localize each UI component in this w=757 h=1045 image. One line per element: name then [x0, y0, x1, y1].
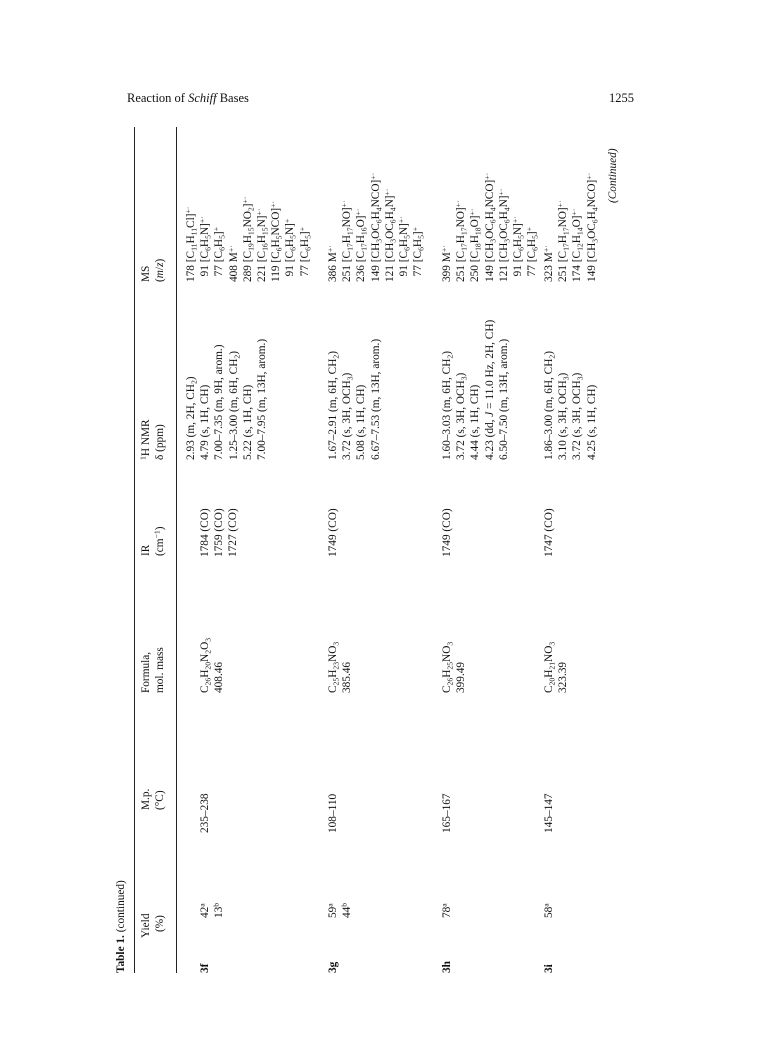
rotated-table — [114, 127, 646, 973]
formula-3g: $C_{25}H_{23}NO_3$ 385.46 — [327, 641, 354, 693]
compound-3f: 3f — [199, 963, 211, 973]
ir-3i: 1747 (CO) — [543, 508, 555, 557]
mp-3h: 165–167 — [441, 793, 453, 833]
header-formula: Formula, mol. mass — [140, 647, 167, 693]
header-ms: MS (m/z) — [140, 258, 167, 282]
nmr-3h: 1.60–3.03 (m, 6H, $CH_2$) 3.72 (s, 3H, $OCH_3$) 4.44 (s, 1H, CH) 4.23 (dd, J = 11.0 Hz, 2H, CH) 6.50–7.50 (m, 13H, arom.) — [441, 319, 510, 460]
nmr-3f: 2.93 (m, 2H, $CH_2$) 4.79 (s, 1H, CH) 7.00–7.35 (m, 9H, arom.) 1.25–3.00 (m, 6H, $CH_2$) 5.22 (s, 1H, CH) 7.00–7.95 (m, 13H, arom.) — [185, 338, 269, 460]
ms-3h: 399 M+· 251 $[C_{17}H_{17}NO]^{+\cdot}$ 250 $[C_{18}H_{18}O]^{+\cdot}$ 149 $[CH_3OC_6H_4NCO]^{+\cdot}$ 121 $[CH_3OC_6H_4N]^{+\cdot}$ 91 $[C_6H_5N]^{+\cdot}$ 77 $[C_6H_5]^+$ — [439, 172, 540, 282]
header-yield: Yield (%) — [140, 913, 167, 938]
header-rule — [176, 127, 177, 973]
mp-3g: 108–110 — [327, 793, 339, 833]
compound-3g: 3g — [327, 961, 339, 973]
yield-3f: 42$^a$ 13$^b$ — [197, 902, 226, 918]
header-mp: M.p. (°C) — [140, 788, 167, 810]
top-rule — [134, 127, 135, 973]
yield-3g: 59$^a$ 44$^b$ — [325, 902, 354, 918]
ms-3i: 323 M+· 251 $[C_{17}H_{17}NO]^{+\cdot}$ 174 $[C_{12}H_{14}O]^{+\cdot}$ 149 $[CH_3OC_6H_4NCO]^{+\cdot}$ — [541, 172, 600, 282]
yield-3h: 78$^a$ — [439, 903, 453, 918]
ir-3f: 1784 (CO) 1759 (CO) 1727 (CO) — [199, 508, 240, 557]
page-number: 1255 — [609, 91, 634, 105]
continued-note: (Continued) — [607, 148, 619, 203]
yield-3i: 58$^a$ — [541, 903, 555, 918]
nmr-3g: 1.67–2.91 (m, 6H, $CH_2$) 3.72 (s, 3H, $OCH_3$) 5.08 (s, 1H, CH) 6.67–7.53 (m, 13H, arom.) — [327, 338, 382, 460]
ms-3g: 386 M+· 251 $[C_{17}H_{17}NO]^{+\cdot}$ 236 $[C_{17}H_{16}O]^{+\cdot}$ 149 $[CH_3OC_6H_4NCO]^{+\cdot}$ 121 $[CH_3OC_6H_4N]^{+\cdot}$ 91 $[C_6H_5N]^{+\cdot}$ 77 $[C_6H_5]^+$ — [325, 172, 426, 282]
mp-3f: 235–238 — [199, 793, 211, 833]
ir-3g: 1749 (CO) — [327, 508, 339, 557]
ir-3h: 1749 (CO) — [441, 508, 453, 557]
formula-3h: $C_{26}H_{25}NO_3$ 399.49 — [441, 641, 468, 693]
nmr-3i: 1.86–3.00 (m, 6H, $CH_2$) 3.10 (s, 3H, $OCH_3$) 3.72 (s, 3H, $OCH_3$) 4.25 (s, 1H, CH) — [543, 351, 598, 460]
running-head: Reaction of Schiff Bases — [127, 91, 249, 105]
ms-3f: 178 $[C_{11}H_{11}Cl]^{+\cdot}$ 91 $[C_6H_5N]^{+\cdot}$ 77 $[C_6H_5]^+$ 408 M+· 289 $[C_{19}H_{15}NO_2]^{+\cdot}$ 221 $[C_{16}H_{15}N]^{+\cdot}$ 119 $[C_6H_5NCO]^{+\cdot}$ 91 $[C_6H_5N]^+$ 77 $[C_6H_5]^+$ — [183, 196, 313, 282]
mp-3i: 145–147 — [543, 793, 555, 833]
compound-3h: 3h — [441, 961, 453, 973]
table-caption: Table 1. (continued) — [115, 880, 127, 973]
formula-3i: $C_{20}H_{21}NO_3$ 323.39 — [543, 641, 570, 693]
header-nmr: $^1$H NMR δ (ppm) — [138, 419, 167, 460]
header-ir: IR $(cm^{-1})$ — [140, 526, 167, 556]
compound-3i: 3i — [543, 964, 555, 973]
formula-3f: $C_{26}H_{20}N_2O_3$ 408.46 — [199, 637, 226, 693]
